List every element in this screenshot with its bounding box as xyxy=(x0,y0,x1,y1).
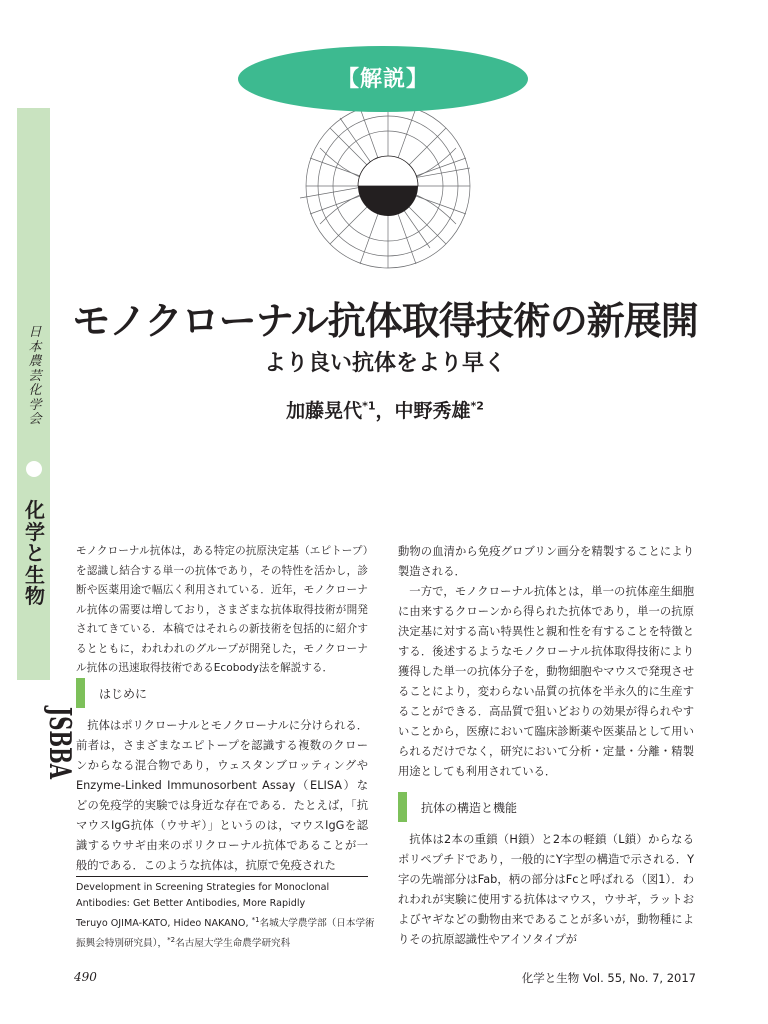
section-body: 抗体は2本の重鎖（H鎖）と2本の軽鎖（L鎖）からなるポリペプチドであり，一般的にY字型の構造で示される．Y字の先端部分はFab，柄の部分はFcと呼ばれる（図1）．われわれが実験に使用する抗体はマウス，ウサギ，ラットおよびヤギなどの動物由来であることが多いが，動物種によりその抗原認識性やアイソタイプが xyxy=(398,833,694,946)
affiliations xyxy=(76,912,376,952)
category-label: 【解説】 xyxy=(336,67,429,92)
journal-name-vertical xyxy=(24,500,46,608)
section-title: 抗体の構造と機能 xyxy=(421,800,518,815)
article-title: モノクローナル抗体取得技術の新展開 xyxy=(72,299,698,343)
footnote-rule xyxy=(76,876,368,877)
journal-char: 化 xyxy=(25,498,45,522)
footnote xyxy=(76,880,376,952)
section-title: はじめに xyxy=(99,686,148,701)
jsbba-logo xyxy=(12,705,77,817)
society-char: 本 xyxy=(28,339,42,355)
affiliation-mark: *2 xyxy=(167,936,176,945)
journal-citation: 化学と生物 Vol. 55, No. 7, 2017 xyxy=(521,971,696,985)
journal-char: 物 xyxy=(25,584,45,608)
section-body: 抗体はポリクローナルとモノクローナルに分けられる．前者は，さまざまなエピトープを認識する複数のクローンからなる混合物であり，ウェスタンブロッティングやEnzyme-Linked Immunosorbent Assay（ELISA）などの免疫学的実験では身近な存在である．たとえば，「抗マウスIgG抗体（ウサギ）」というのは，マウスIgGを認識するウサギ由来のポリクローナル抗体であることが一般的である．このような抗体は，抗原で免疫された xyxy=(76,719,368,872)
right-column-text xyxy=(398,542,694,782)
affiliation: 名城大学農学部（日本学術振興会特別研究員）， xyxy=(76,918,375,950)
abstract: モノクローナル抗体は，ある特定の抗原決定基（エピトープ）を認識し結合する単一の抗体であり，その特性を活かし，診断や医薬用途で幅広く利用されている．近年，モノクローナル抗体の需要は増しており，さまざまな抗体取得技術が開発されてきている．本稿ではそれらの新技術を包括的に紹介するとともに，われわれのグループが開発した，モノクローナル抗体の迅速取得技術であるEcobody法を解説する． xyxy=(76,545,368,674)
journal-char: 学 xyxy=(25,519,45,544)
journal-char: と xyxy=(25,541,45,565)
society-char: 農 xyxy=(28,354,42,369)
affiliation-mark: *1 xyxy=(251,916,260,924)
affiliation: 名古屋大学生命農学研究科 xyxy=(175,938,291,950)
society-char: 日 xyxy=(28,325,42,340)
section-bar xyxy=(76,678,85,708)
astronomical-illustration xyxy=(280,98,495,273)
affiliation-mark: *2 xyxy=(470,399,484,413)
svg-text:JSBBA: JSBBA xyxy=(42,707,77,817)
english-title: Development in Screening Strategies for Monoclonal Antibodies: Get Better Antibodies, More Rapidly xyxy=(76,882,330,909)
english-authors: Teruyo OJIMA-KATO, Hideo NAKANO, xyxy=(76,918,252,930)
paragraph: 一方で，モノクローナル抗体とは，単一の抗体産生細胞に由来するクローンから得られた抗体であり，単一の抗原決定基に対する高い特異性と親和性を有することを特徴とする．後述するようなモノクローナル抗体取得技術により獲得した単一の抗体分子を，動物細胞やマウスで発現させることにより，変わらない品質の抗体を半永久的に生産することができる．高品質で狙いどおりの効果が得られやすいことから，医療において臨床診断薬や医薬品として用いられるだけでなく，研究において分析・定量・分離・精製用途としても利用されている． xyxy=(398,585,694,778)
section-bar xyxy=(398,792,407,822)
side-dot xyxy=(26,461,42,477)
journal-char: 生 xyxy=(25,562,45,587)
affiliation-mark: *1 xyxy=(362,399,376,413)
article-subtitle: より良い抗体をより早く xyxy=(263,351,506,376)
society-char: 学 xyxy=(28,397,42,413)
society-char: 芸 xyxy=(28,368,42,384)
author-separator: ， xyxy=(375,400,395,422)
section-heading xyxy=(398,792,517,822)
author-name: 中野秀雄 xyxy=(394,400,471,422)
society-char: 会 xyxy=(28,412,42,427)
society-name-vertical xyxy=(26,326,44,428)
author-name: 加藤晃代 xyxy=(286,400,363,422)
society-char: 化 xyxy=(28,383,42,398)
section-heading xyxy=(76,678,147,708)
continuation-paragraph: 動物の血清から免疫グロブリン画分を精製することにより製造される． xyxy=(398,545,694,578)
author-line xyxy=(60,396,710,423)
page-number: 490 xyxy=(74,970,97,984)
